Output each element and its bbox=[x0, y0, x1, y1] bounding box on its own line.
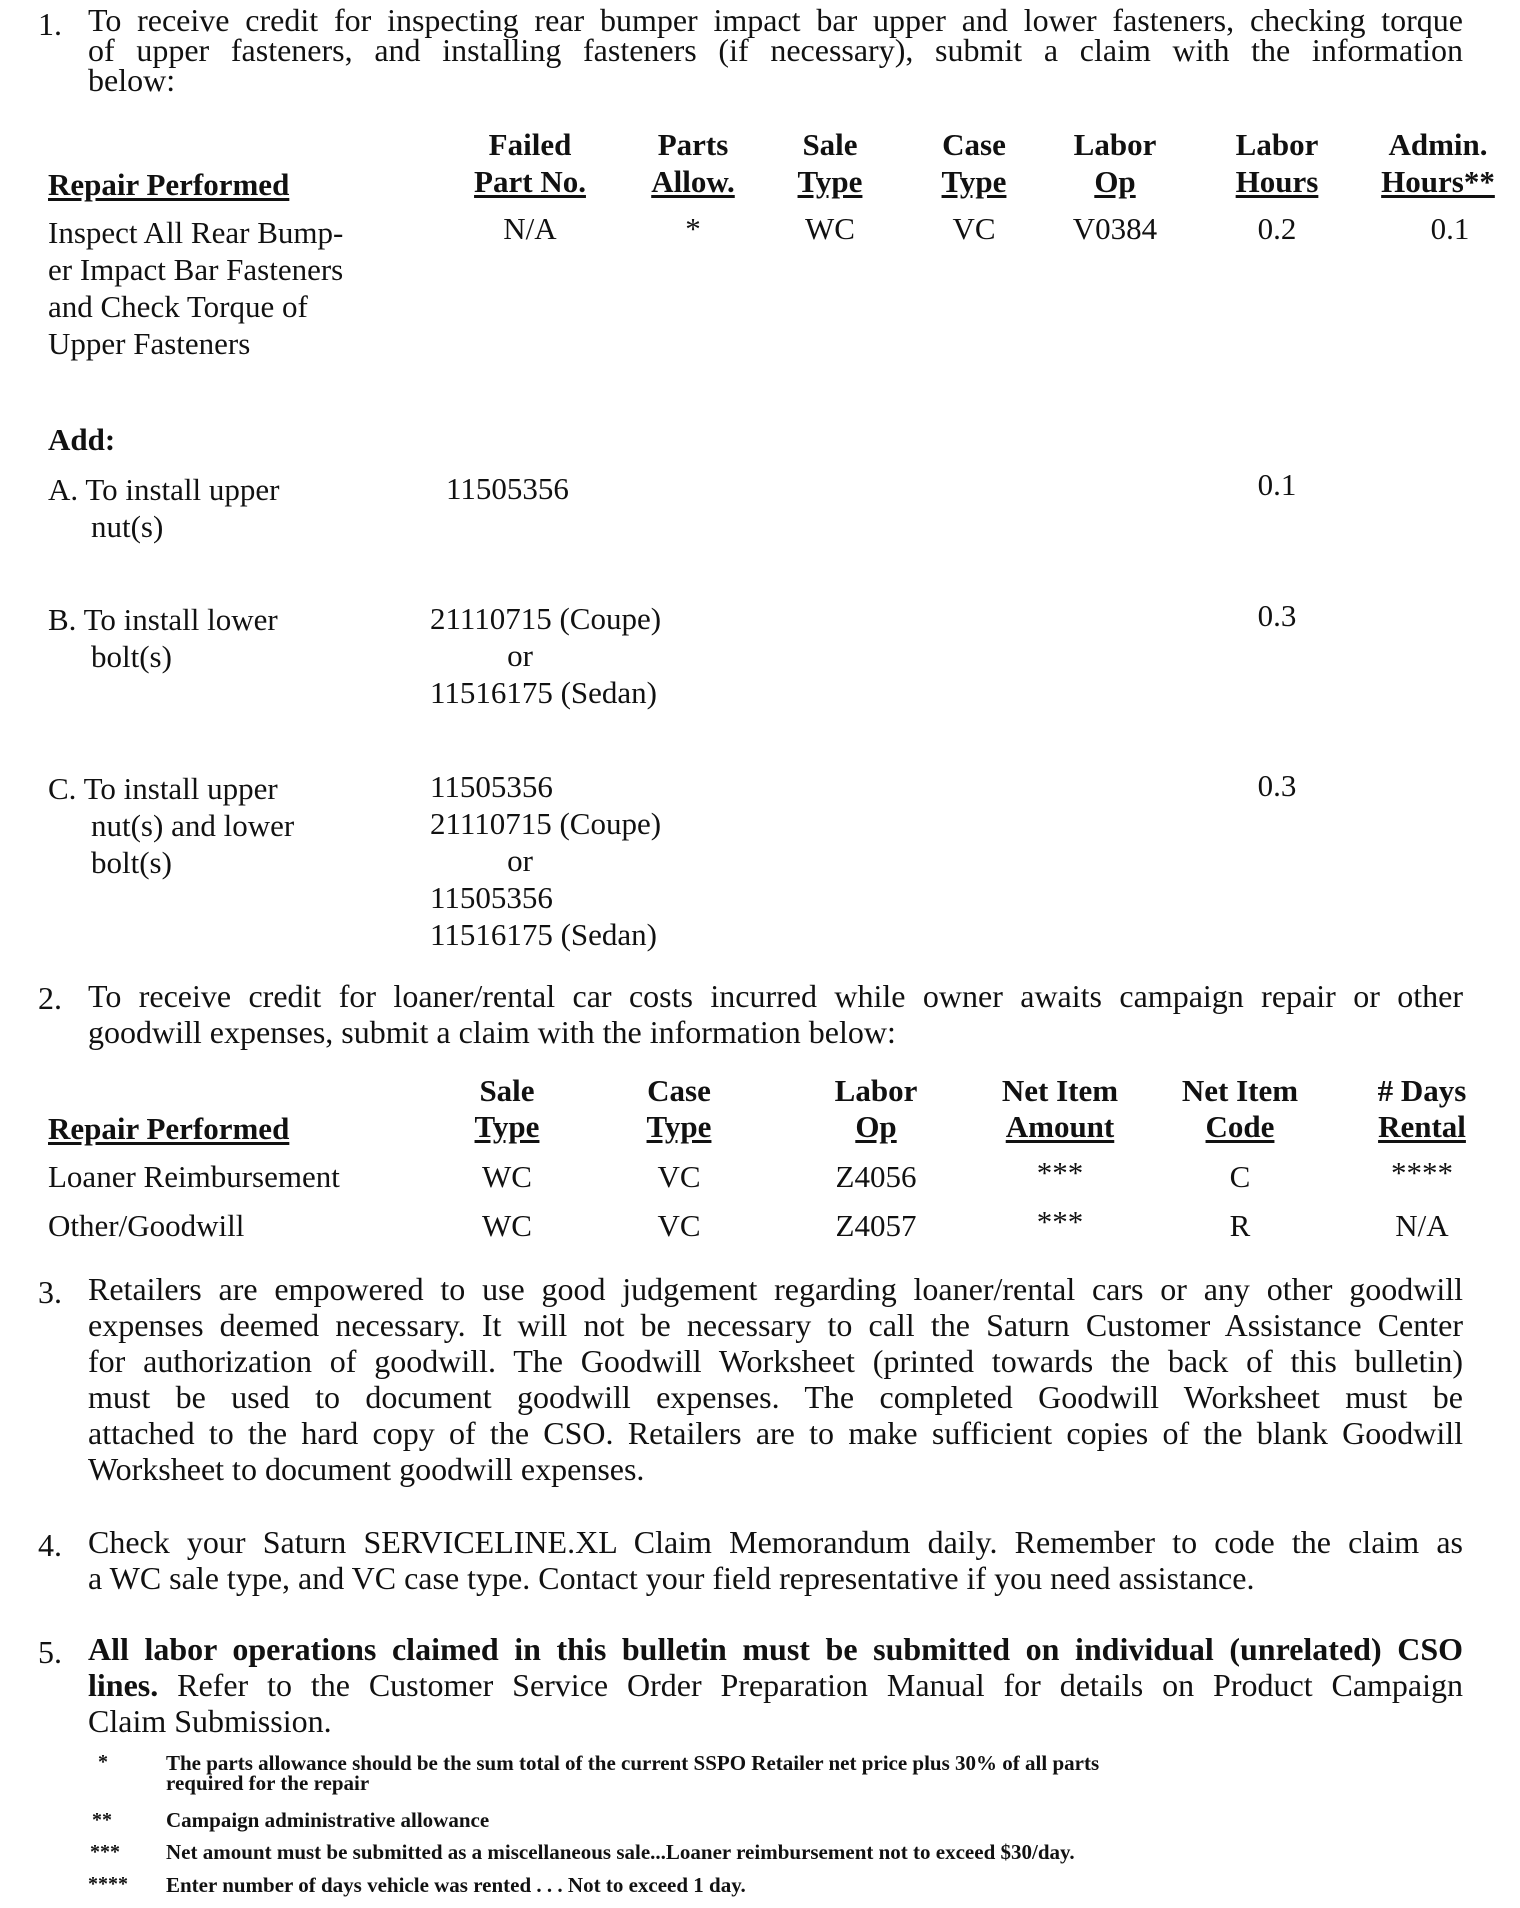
cell-labor-op: V0384 bbox=[1072, 211, 1158, 246]
repair-line: Inspect All Rear Bump- bbox=[48, 215, 344, 250]
footnote-text bbox=[166, 1840, 1075, 1864]
add-row-c-parts bbox=[430, 768, 700, 953]
header-case-type-bottom: Type bbox=[646, 1109, 712, 1144]
item-3-line: Worksheet to document goodwill expenses. bbox=[88, 1451, 645, 1487]
cell-net-item-amount: *** bbox=[1036, 1204, 1084, 1239]
repair-line: er Impact Bar Fasteners bbox=[48, 252, 344, 287]
cell-case-type: VC bbox=[657, 1159, 701, 1194]
cell-case-type: VC bbox=[952, 211, 996, 246]
item-2-line: goodwill expenses, submit a claim with the information below: bbox=[88, 1014, 896, 1050]
item-number-5: 5. bbox=[38, 1634, 62, 1670]
item-3-line: Retailers are empowered to use good judgement regarding loaner/rental cars or any other goodwill bbox=[88, 1271, 1463, 1307]
footnote-text bbox=[166, 1873, 746, 1897]
cell-labor-op: Z4056 bbox=[835, 1159, 917, 1194]
header-labor-op-top: Labor bbox=[1073, 127, 1157, 162]
cell-net-item-code: R bbox=[1229, 1208, 1251, 1243]
add-row-label-line: bolt(s) bbox=[91, 639, 172, 674]
part-number-line: 11505356 bbox=[430, 880, 553, 915]
cell-labor-hours: 0.2 bbox=[1257, 211, 1297, 246]
add-row-c-hours: 0.3 bbox=[1257, 768, 1297, 803]
part-number-line: 11516175 (Sedan) bbox=[430, 917, 658, 952]
footnote-text bbox=[166, 1808, 489, 1832]
footnote-line: Net amount must be submitted as a miscellaneous sale...Loaner reimbursement not to exceed $30/day. bbox=[166, 1840, 1075, 1864]
footnote-mark: * bbox=[98, 1751, 108, 1773]
part-or-line: or bbox=[507, 843, 533, 878]
item-3-line: must be used to document goodwill expenses. The completed Goodwill Worksheet must be bbox=[88, 1379, 1463, 1415]
item-3-line: expenses deemed necessary. It will not be necessary to call the Saturn Customer Assistance Center bbox=[88, 1307, 1463, 1343]
header-admin-hours-top: Admin. bbox=[1388, 127, 1488, 162]
header-parts-allow-bottom: Allow. bbox=[651, 164, 735, 199]
item-5-rest-line: Refer to the Customer Service Order Preparation Manual for details on Product Campaign bbox=[158, 1667, 1463, 1703]
cell-labor-op: Z4057 bbox=[835, 1208, 917, 1243]
part-number-line: 11516175 (Sedan) bbox=[430, 675, 658, 710]
header-failed-part-top: Failed bbox=[488, 127, 572, 162]
item-number-3: 3. bbox=[38, 1274, 62, 1310]
item-number-4: 4. bbox=[38, 1527, 62, 1563]
header-labor-op-bottom: Op bbox=[1094, 164, 1136, 199]
cell-net-item-code: C bbox=[1229, 1159, 1251, 1194]
add-row-label-line: nut(s) and lower bbox=[91, 808, 295, 843]
header-labor-op-top: Labor bbox=[834, 1073, 918, 1108]
cell-sale-type: WC bbox=[482, 1208, 532, 1243]
item-number-2: 2. bbox=[38, 980, 62, 1016]
cell-case-type: VC bbox=[657, 1208, 701, 1243]
header-repair-performed: Repair Performed bbox=[48, 1111, 290, 1146]
item-3-line: attached to the hard copy of the CSO. Retailers are to make sufficient copies of the blank Goodwill bbox=[88, 1415, 1463, 1451]
repair-cell-inspect bbox=[48, 214, 343, 362]
add-label: Add: bbox=[48, 422, 116, 457]
footnote-mark: ** bbox=[92, 1809, 112, 1831]
cell-days-rental: **** bbox=[1391, 1155, 1453, 1190]
footnote-text bbox=[166, 1751, 1099, 1795]
header-case-type-bottom: Type bbox=[941, 164, 1007, 199]
cell-failed-part: N/A bbox=[503, 211, 557, 246]
header-labor-op-bottom: Op bbox=[855, 1109, 897, 1144]
add-row-b-hours: 0.3 bbox=[1257, 598, 1297, 633]
part-number-line: 21110715 (Coupe) bbox=[430, 601, 662, 636]
cell-sale-type: WC bbox=[805, 211, 855, 246]
part-number-line: 11505356 bbox=[430, 769, 553, 804]
footnote-mark: **** bbox=[88, 1873, 128, 1895]
header-case-type-top: Case bbox=[942, 127, 1006, 162]
add-row-c-label bbox=[48, 770, 294, 881]
add-row-a-hours: 0.1 bbox=[1257, 467, 1297, 502]
item-3-text bbox=[88, 1271, 1463, 1487]
footnote-line: The parts allowance should be the sum total of the current SSPO Retailer net price plus 30% of all parts bbox=[166, 1751, 1100, 1775]
header-sale-type-top: Sale bbox=[802, 127, 858, 162]
add-row-label-line: C. To install upper bbox=[48, 771, 278, 806]
footnote-line: Campaign administrative allowance bbox=[166, 1808, 490, 1832]
add-row-label-line: B. To install lower bbox=[48, 602, 278, 637]
add-row-b-label bbox=[48, 601, 278, 675]
part-or-line: or bbox=[507, 638, 533, 673]
item-4-text bbox=[88, 1524, 1463, 1596]
repair-line: and Check Torque of bbox=[48, 289, 308, 324]
header-failed-part-bottom: Part No. bbox=[474, 164, 586, 199]
part-number-line: 21110715 (Coupe) bbox=[430, 806, 662, 841]
cell-sale-type: WC bbox=[482, 1159, 532, 1194]
add-row-label-line: nut(s) bbox=[91, 509, 164, 544]
add-row-a-label bbox=[48, 471, 279, 545]
item-5-bold-lines: lines. bbox=[88, 1667, 159, 1703]
part-number-line: 11505356 bbox=[446, 471, 569, 506]
item-1-line: of upper fasteners, and installing fasteners (if necessary), submit a claim with the information bbox=[88, 32, 1463, 68]
header-net-item-code-top: Net Item bbox=[1181, 1073, 1299, 1108]
cell-parts-allow: * bbox=[685, 211, 701, 246]
item-3-line: for authorization of goodwill. The Goodwill Worksheet (printed towards the back of this bulletin) bbox=[88, 1343, 1463, 1379]
cell-net-item-amount: *** bbox=[1036, 1155, 1084, 1190]
header-net-item-amount-bottom: Amount bbox=[1005, 1109, 1115, 1144]
cell-days-rental: N/A bbox=[1395, 1208, 1449, 1243]
header-sale-type-bottom: Type bbox=[797, 164, 863, 199]
header-sale-type-bottom: Type bbox=[474, 1109, 540, 1144]
footnote-line: Enter number of days vehicle was rented . . . Not to exceed 1 day. bbox=[166, 1873, 746, 1897]
header-admin-hours-bottom: Hours** bbox=[1381, 164, 1495, 199]
cell-repair: Other/Goodwill bbox=[48, 1208, 245, 1243]
add-row-label-line: A. To install upper bbox=[48, 472, 280, 507]
item-5-bold-line: All labor operations claimed in this bulletin must be submitted on individual (unrelated) CSO bbox=[88, 1631, 1463, 1667]
item-1-line: below: bbox=[88, 62, 176, 98]
footnote-mark: *** bbox=[90, 1841, 120, 1863]
item-5-line: Claim Submission. bbox=[88, 1703, 332, 1739]
add-row-a-parts bbox=[446, 470, 569, 507]
footnote-line: required for the repair bbox=[166, 1771, 370, 1795]
item-2-line: To receive credit for loaner/rental car costs incurred while owner awaits campaign repair or other bbox=[88, 978, 1463, 1014]
header-parts-allow-top: Parts bbox=[657, 127, 729, 162]
header-case-type-top: Case bbox=[647, 1073, 711, 1108]
header-net-item-amount-top: Net Item bbox=[1001, 1073, 1119, 1108]
header-days-rental-top: # Days bbox=[1377, 1073, 1467, 1108]
item-number-1: 1. bbox=[38, 6, 62, 42]
item-1-text bbox=[88, 2, 1463, 98]
item-5-text bbox=[88, 1631, 1463, 1739]
header-labor-hours-top: Labor bbox=[1235, 127, 1319, 162]
header-sale-type-top: Sale bbox=[479, 1073, 535, 1108]
add-row-b-parts bbox=[430, 600, 700, 711]
cell-admin-hours: 0.1 bbox=[1430, 211, 1470, 246]
header-labor-hours-bottom: Hours bbox=[1235, 164, 1319, 199]
header-net-item-code-bottom: Code bbox=[1205, 1109, 1275, 1144]
item-4-line: Check your Saturn SERVICELINE.XL Claim Memorandum daily. Remember to code the claim as bbox=[88, 1524, 1463, 1560]
item-2-text bbox=[88, 978, 1463, 1050]
cell-repair: Loaner Reimbursement bbox=[48, 1159, 340, 1194]
header-days-rental-bottom: Rental bbox=[1378, 1109, 1466, 1144]
item-4-line: a WC sale type, and VC case type. Contact your field representative if you need assistance. bbox=[88, 1560, 1255, 1596]
item-1-line: To receive credit for inspecting rear bumper impact bar upper and lower fasteners, checking torque bbox=[88, 2, 1463, 38]
header-repair-performed: Repair Performed bbox=[48, 167, 290, 202]
add-row-label-line: bolt(s) bbox=[91, 845, 172, 880]
repair-line: Upper Fasteners bbox=[48, 326, 251, 361]
